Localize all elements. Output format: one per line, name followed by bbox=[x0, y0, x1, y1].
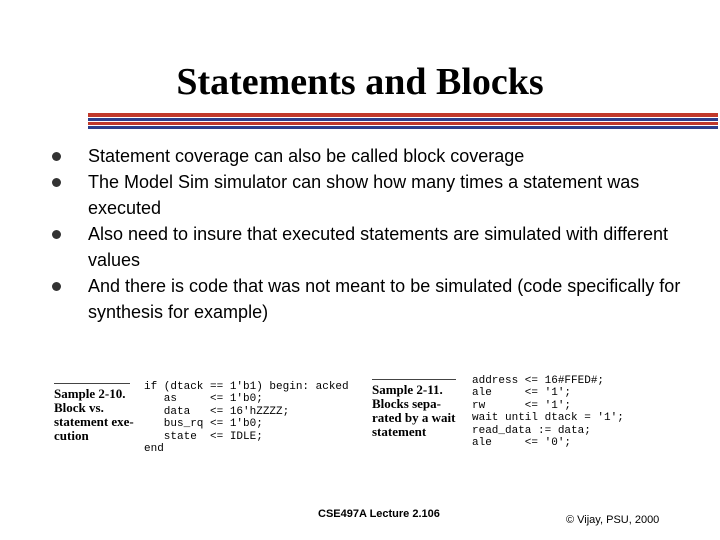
bullet-item bbox=[50, 273, 690, 325]
bullet-dot-icon bbox=[52, 282, 61, 291]
sample-2-11-figure bbox=[366, 368, 666, 462]
title-underline bbox=[88, 122, 718, 125]
bullet-dot-icon bbox=[52, 178, 61, 187]
caption-rule bbox=[372, 379, 456, 380]
footer-lecture-label: CSE497A Lecture 2.106 bbox=[318, 508, 440, 520]
title-underline bbox=[88, 126, 718, 129]
bullet-dot-icon bbox=[52, 152, 61, 161]
title-underline bbox=[88, 118, 718, 121]
bullet-dot-icon bbox=[52, 230, 61, 239]
bullet-item bbox=[50, 221, 690, 273]
sample-caption: Sample 2-10. Block vs. statement exe- cution bbox=[54, 386, 134, 443]
bullet-text: And there is code that was not meant to be simulated (code specifically for synthesis for example) bbox=[88, 276, 681, 322]
slide-title: Statements and Blocks bbox=[176, 61, 544, 103]
bullet-text: The Model Sim simulator can show how many times a statement was executed bbox=[88, 172, 640, 218]
bullet-list bbox=[50, 143, 690, 325]
sample-caption: Sample 2-11. Blocks sepa- rated by a wait statement bbox=[372, 382, 456, 439]
vhdl-code-block: address <= 16#FFED#; ale <= '1'; rw <= '1'; wait until dtack = '1'; read_data := data; ale <= '0'; bbox=[472, 375, 624, 450]
verilog-code-block: if (dtack == 1'b1) begin: acked as <= 1'b0; data <= 16'hZZZZ; bus_rq <= 1'b0; state <= IDLE; end bbox=[144, 381, 349, 456]
bullet-item bbox=[50, 169, 690, 221]
sample-2-10-figure bbox=[44, 368, 364, 468]
footer-copyright: © Vijay, PSU, 2000 bbox=[566, 514, 660, 526]
caption-rule bbox=[54, 383, 130, 384]
bullet-text: Also need to insure that executed statements are simulated with different values bbox=[88, 224, 668, 270]
bullet-text: Statement coverage can also be called block coverage bbox=[88, 146, 525, 166]
bullet-item bbox=[50, 143, 690, 169]
title-underline bbox=[88, 113, 718, 117]
